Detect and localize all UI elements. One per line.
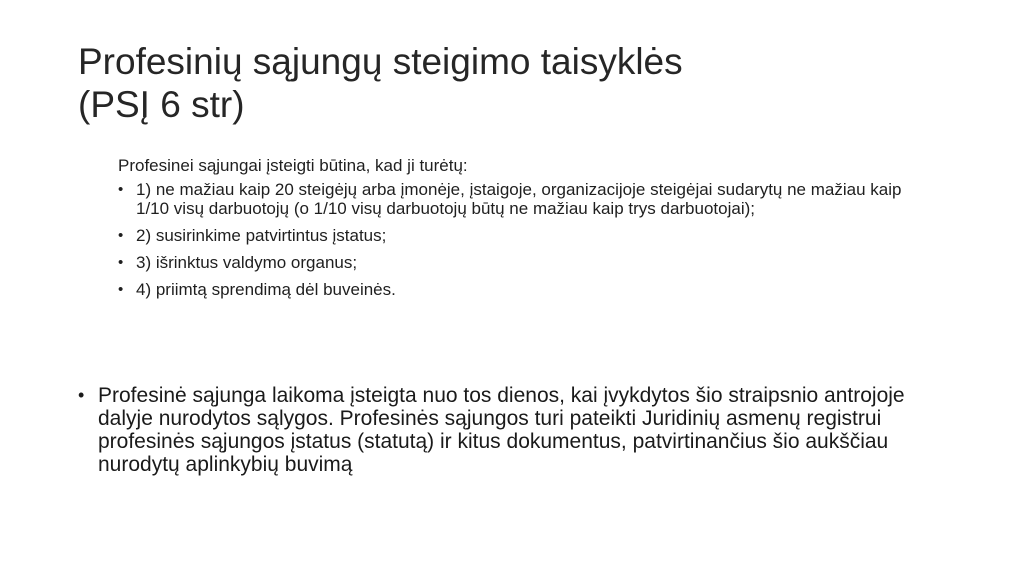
bullet-icon: • <box>118 254 124 271</box>
list-item <box>118 180 918 218</box>
bullet-icon: • <box>78 385 85 405</box>
list-item <box>118 226 918 245</box>
list-item-text: 4) priimtą sprendimą dėl buveinės. <box>136 280 396 299</box>
bullet-icon: • <box>118 281 124 298</box>
bullet-icon: • <box>118 181 124 198</box>
slide-title-line-1: Profesinių sąjungų steigimo taisyklės <box>78 41 683 82</box>
requirements-intro: Profesinei sąjungai įsteigti būtina, kad ji turėtų: <box>118 156 468 175</box>
list-item-text: 3) išrinktus valdymo organus; <box>136 253 358 272</box>
main-paragraph <box>78 384 958 476</box>
bullet-icon: • <box>118 227 124 244</box>
list-item-text: 2) susirinkime patvirtintus įstatus; <box>136 226 387 245</box>
main-bullet-list <box>78 384 958 476</box>
main-paragraph-text: Profesinė sąjunga laikoma įsteigta nuo tos dienos, kai įvykdytos šio straipsnio antrojoje dalyje nurodytos sąlygos. Profesinės sąjungos turi pateikti Juridinių asmenų registrui profesinės sąjungos įstatus (statutą) ir kitus dokumentus, patvirtinančius šio aukščiau nurodytų aplinkybių buvimą <box>98 384 905 476</box>
slide-title <box>78 40 958 126</box>
list-item <box>118 253 918 272</box>
requirements-list <box>118 180 918 307</box>
list-item-text: 1) ne mažiau kaip 20 steigėjų arba įmonėje, įstaigoje, organizacijoje steigėjai sudarytų ne mažiau kaip 1/10 visų darbuotojų (o 1/10 visų darbuotojų būtų ne mažiau kaip trys darbuotojai); <box>136 180 902 218</box>
list-item <box>118 280 918 299</box>
slide-title-line-2: (PSĮ 6 str) <box>78 84 245 125</box>
